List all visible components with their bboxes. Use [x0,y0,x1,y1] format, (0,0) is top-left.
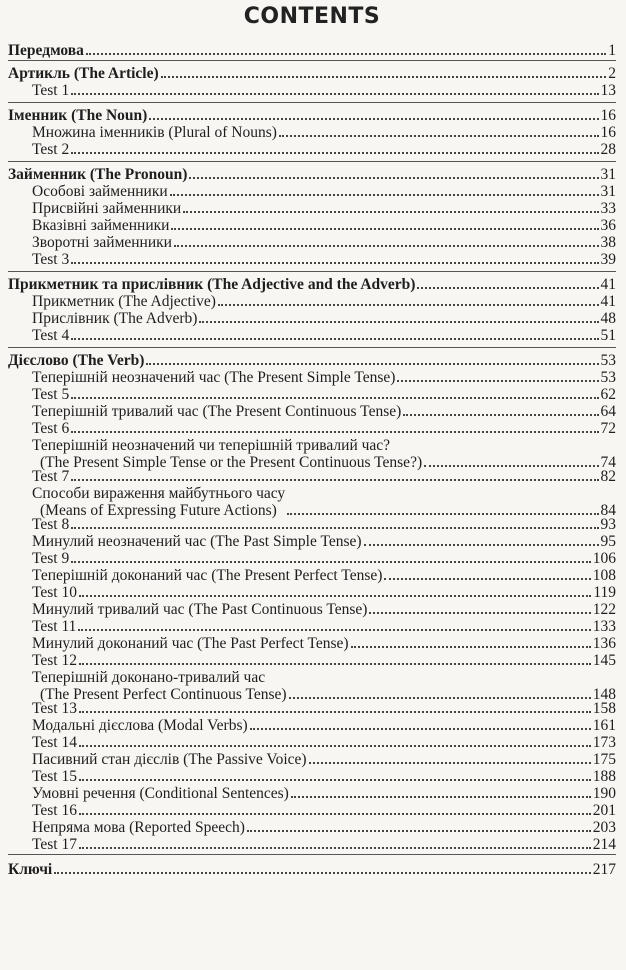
toc-entry-title: Ключі [8,861,53,878]
section-divider [8,161,616,162]
dot-leader [309,761,591,764]
dot-leader [247,829,591,832]
toc-page-number: 74 [600,454,616,471]
toc-entry-title: Дієслово (The Verb) [8,352,145,369]
dot-leader [189,176,598,179]
dot-leader [71,478,598,481]
toc-page-number: 148 [592,686,616,703]
toc-page-number: 175 [592,751,616,768]
toc-entry-title: Артикль (The Article) [8,65,159,82]
toc-entry-title [32,669,287,703]
dot-leader [149,117,598,120]
toc-entry-title: Вказівні займенники [32,217,170,234]
toc-section-entry[interactable] [8,386,616,403]
toc-chapter-entry[interactable] [8,42,616,59]
dot-leader [71,261,598,264]
toc-entry-title: Теперішній тривалий час (The Present Continuous Tense) [32,403,402,420]
toc-entry-title: Зворотні займенники [32,234,172,251]
section-divider [8,271,616,272]
toc-entry-title-line2: (The Present Perfect Continuous Tense) [40,686,287,703]
toc-entry-title: Test 1 [32,82,70,99]
toc-entry-title: Test 7 [32,468,70,485]
toc-section-entry[interactable] [8,327,616,344]
dot-leader [161,75,607,78]
dot-leader [287,512,598,515]
toc-page-number: 108 [592,567,616,584]
toc-section-entry[interactable] [8,141,616,158]
toc-section-entry[interactable] [8,802,616,819]
toc-page-number: 95 [600,533,616,550]
toc-section-entry[interactable] [8,403,616,420]
page-title: CONTENTS [243,4,381,29]
toc-page-number: 28 [600,141,616,158]
toc-entry-title-line1: Способи вираження майбутнього часу [32,485,286,502]
dot-leader [79,710,591,713]
toc-entry-title: Минулий доконаний час (The Past Perfect Tense) [32,635,349,652]
toc-section-entry[interactable] [8,420,616,437]
dot-leader [71,151,598,154]
toc-section-entry[interactable] [8,516,616,533]
toc-section-entry[interactable] [8,234,616,251]
toc-entry-title: Умовні речення (Conditional Sentences) [32,785,289,802]
toc-entry-title: Теперішній доконаний час (The Present Perfect Tense) [32,567,383,584]
toc-entry-title: Test 15 [32,768,77,785]
section-divider [8,102,616,103]
toc-entry-title: Присвійні займенники [32,200,182,217]
toc-entry-title: Передмова [8,42,84,59]
toc-entry-title: Минулий неозначений час (The Past Simple Tense) [32,533,362,550]
dot-leader [79,778,591,781]
toc-section-entry[interactable] [8,751,616,768]
dot-leader [71,396,598,399]
toc-entry-title: Прислівник (The Adverb) [32,310,198,327]
section-divider [8,347,616,348]
toc-entry-title: Множина іменників (Plural of Nouns) [32,124,277,141]
toc-entry-title: Іменник (The Noun) [8,107,148,124]
toc-section-entry[interactable] [8,124,616,141]
toc-page-number: 119 [593,584,616,601]
dot-leader [397,379,598,382]
toc-entry-title: Непряма мова (Reported Speech) [32,819,245,836]
dot-leader [250,727,591,730]
dot-leader [71,337,598,340]
toc-page-number: 64 [600,403,616,420]
toc-page-number: 31 [600,183,616,200]
toc-section-entry[interactable] [8,567,616,584]
dot-leader [364,543,599,546]
toc-page-number: 41 [600,276,616,293]
toc-page-number: 53 [600,352,616,369]
toc-chapter-entry[interactable] [8,107,616,124]
toc-page-number: 38 [600,234,616,251]
dot-leader [78,628,590,631]
toc-entry-title: Test 17 [32,836,77,853]
toc-page-number: 36 [600,217,616,234]
toc-entry-title: Особові займенники [32,183,168,200]
dot-leader [199,320,598,323]
toc-section-entry[interactable] [8,819,616,836]
toc-entry-title: Минулий тривалий час (The Past Continuous Tense) [32,601,368,618]
dot-leader [384,577,590,580]
toc-entry-title-line2: (Means of Expressing Future Actions) [40,502,277,519]
toc-page-number: 203 [592,819,616,836]
toc-section-entry[interactable] [8,485,616,519]
toc-page-number: 53 [600,369,616,386]
dot-leader [71,92,598,95]
dot-leader [369,611,590,614]
toc-page-number: 16 [600,107,616,124]
dot-leader [79,846,591,849]
toc-entry-title: Пасивний стан дієслів (The Passive Voice) [32,751,307,768]
toc-entry-title: Test 2 [32,141,70,158]
toc-page-number: 31 [600,166,616,183]
toc-entry-title: Займенник (The Pronoun) [8,166,188,183]
toc-section-entry[interactable] [8,601,616,618]
dot-leader [146,362,598,365]
toc-page-number: 39 [600,251,616,268]
section-divider [8,60,616,61]
dot-leader [79,812,591,815]
toc-section-entry[interactable] [8,618,616,635]
toc-page-number: 1 [608,42,616,59]
dot-leader [417,286,598,289]
dot-leader [218,303,599,306]
toc-section-entry[interactable] [8,785,616,802]
section-divider [8,854,616,855]
dot-leader [54,871,591,874]
toc-section-entry[interactable] [8,468,616,485]
toc-entry-title: Test 4 [32,327,70,344]
toc-page-number: 72 [600,420,616,437]
toc-entry-title: Test 10 [32,584,77,601]
dot-leader [79,594,591,597]
dot-leader [403,413,598,416]
dot-leader [183,210,598,213]
toc-page-number: 33 [600,200,616,217]
toc-page-number: 48 [600,310,616,327]
toc-page-number: 106 [592,550,616,567]
toc-page-number: 41 [600,293,616,310]
toc-section-entry[interactable] [8,700,616,717]
toc-section-entry[interactable] [8,652,616,669]
toc-page-number: 145 [592,652,616,669]
toc-entry-title [32,485,285,519]
toc-section-entry[interactable] [8,82,616,99]
toc-section-entry[interactable] [8,310,616,327]
dot-leader [424,464,598,467]
toc-entry-title-line2: (The Present Simple Tense or the Present Continuous Tense?) [40,454,423,471]
toc-section-entry[interactable] [8,183,616,200]
toc-page-number: 16 [600,124,616,141]
toc-page-number: 217 [592,861,616,878]
toc-page-number: 136 [592,635,616,652]
dot-leader [351,645,591,648]
toc-page-number: 214 [592,836,616,853]
toc-entry-title: Test 6 [32,420,70,437]
toc-section-entry[interactable] [8,369,616,386]
toc-page-number: 173 [592,734,616,751]
toc-section-entry[interactable] [8,550,616,567]
toc-entry-title: Test 14 [32,734,77,751]
toc-entry-title-line1: Теперішній неозначений чи теперішній тривалий час? [32,437,391,454]
toc-section-entry[interactable] [8,533,616,550]
toc-section-entry[interactable] [8,734,616,751]
toc-section-entry[interactable] [8,669,616,703]
toc-chapter-entry[interactable] [8,166,616,183]
toc-page-number: 122 [592,601,616,618]
dot-leader [289,696,591,699]
toc-page-number: 133 [592,618,616,635]
toc-chapter-entry[interactable] [8,352,616,369]
dot-leader [291,795,591,798]
toc-section-entry[interactable] [8,217,616,234]
dot-leader [71,560,591,563]
toc-chapter-entry[interactable] [8,276,616,293]
dot-leader [79,662,591,665]
toc-section-entry[interactable] [8,717,616,734]
toc-page-number: 93 [600,516,616,533]
toc-entry-title: Test 8 [32,516,70,533]
toc-entry-title-line1: Теперішній доконано-тривалий час [32,669,266,686]
dot-leader [79,744,591,747]
toc-page-number: 82 [600,468,616,485]
dot-leader [279,134,599,137]
toc-page-number: 62 [600,386,616,403]
toc-section-entry[interactable] [8,768,616,785]
dot-leader [174,244,599,247]
toc-entry-title: Теперішній неозначений час (The Present Simple Tense) [32,369,396,386]
toc-page-number: 161 [592,717,616,734]
toc-page-number: 2 [608,65,616,82]
toc-section-entry[interactable] [8,635,616,652]
dot-leader [171,227,598,230]
toc-section-entry[interactable] [8,293,616,310]
dot-leader [170,193,599,196]
toc-section-entry[interactable] [8,251,616,268]
toc-chapter-entry[interactable] [8,65,616,82]
toc-entry-title: Test 9 [32,550,70,567]
toc-entry-title: Test 16 [32,802,77,819]
dot-leader [71,430,598,433]
toc-entry-title: Test 11 [32,618,77,635]
toc-page-number: 190 [592,785,616,802]
toc-page-number: 158 [592,700,616,717]
toc-page-number: 188 [592,768,616,785]
toc-entry-title: Модальні дієслова (Modal Verbs) [32,717,248,734]
toc-entry-title: Прикметник та прислівник (The Adjective and the Adverb) [8,276,416,293]
toc-entry-title: Test 13 [32,700,77,717]
toc-section-entry[interactable] [8,437,616,471]
toc-page-number: 84 [600,502,616,519]
toc-entry-title: Test 12 [32,652,77,669]
dot-leader [86,52,606,55]
toc-page-number: 51 [600,327,616,344]
toc-page-number: 13 [600,82,616,99]
toc-chapter-entry[interactable] [8,861,616,878]
toc-entry-title: Test 5 [32,386,70,403]
toc-section-entry[interactable] [8,584,616,601]
toc-entry-title: Test 3 [32,251,70,268]
dot-leader [71,526,598,529]
toc-section-entry[interactable] [8,200,616,217]
toc-entry-title: Прикметник (The Adjective) [32,293,216,310]
toc-section-entry[interactable] [8,836,616,853]
toc-page-number: 201 [592,802,616,819]
toc-entry-title [32,437,422,471]
